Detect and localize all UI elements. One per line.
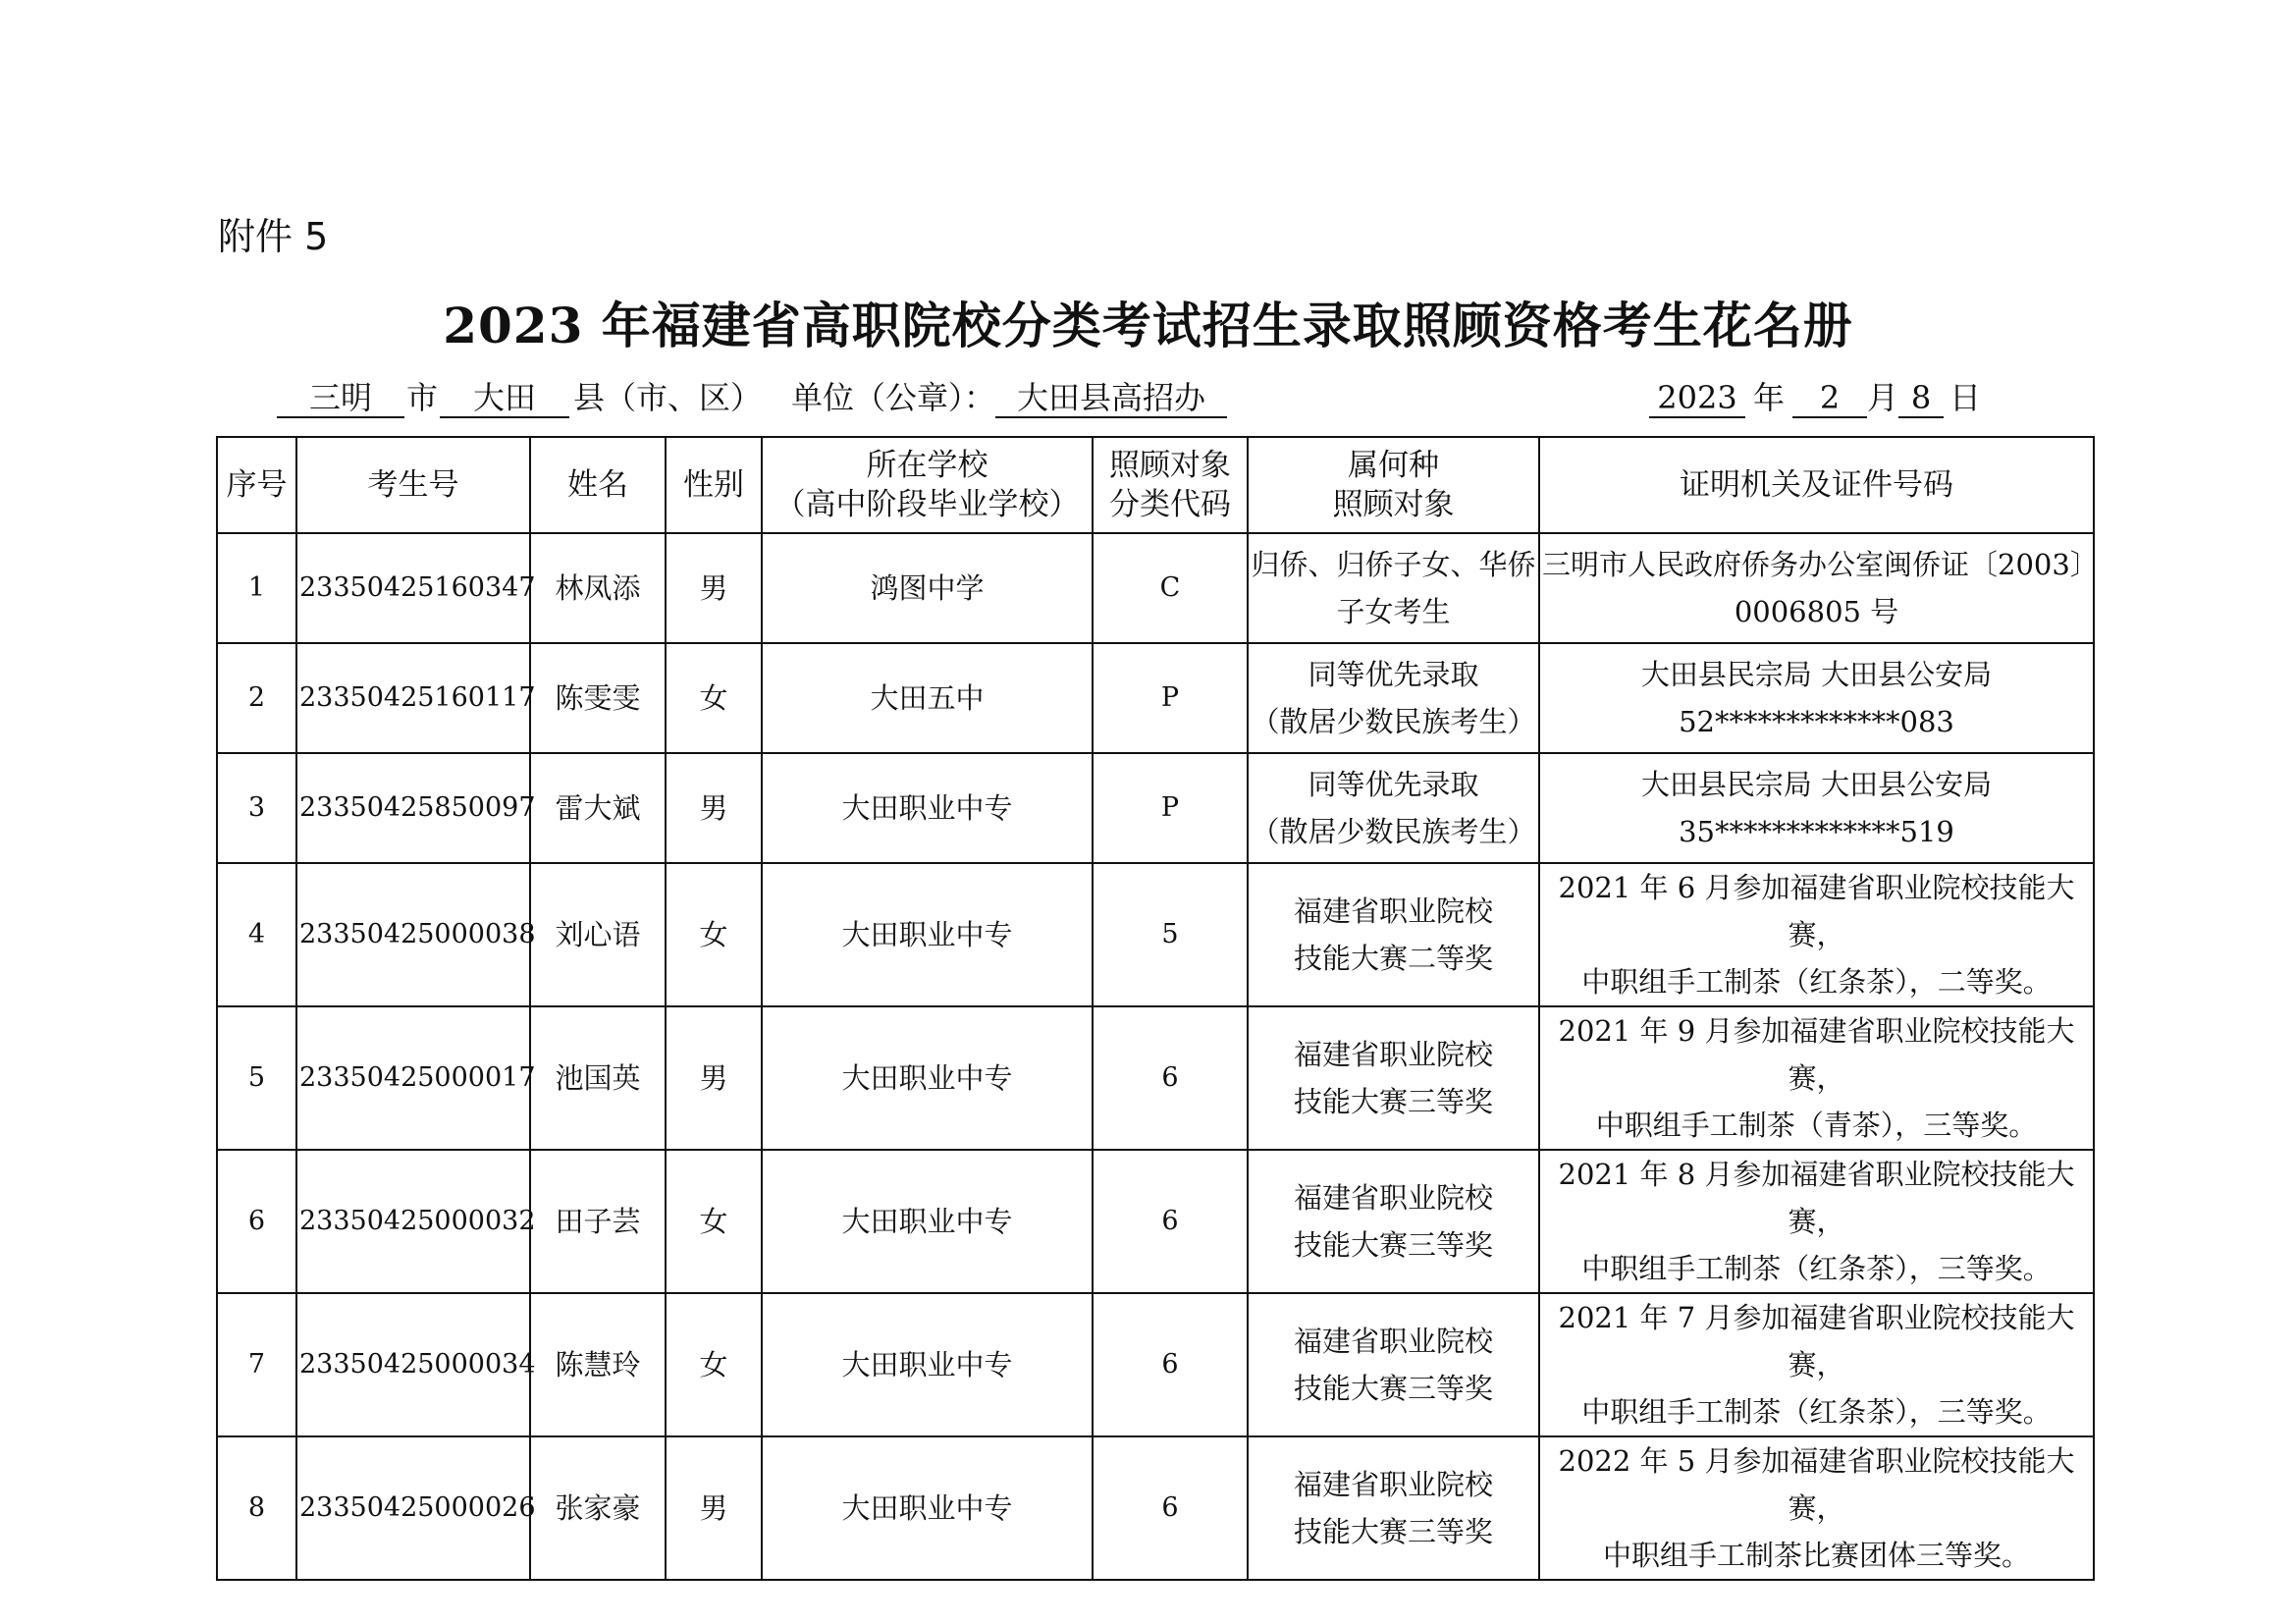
header-type-line1: 属何种 bbox=[1348, 448, 1439, 483]
cell-type-line2: 技能大赛三等奖 bbox=[1293, 1372, 1493, 1405]
cell-type-line1: 福建省职业院校 bbox=[1293, 1325, 1493, 1358]
cell-no: 7 bbox=[217, 1293, 296, 1436]
cell-type bbox=[1248, 753, 1539, 863]
cell-proof-line1: 2021 年 6 月参加福建省职业院校技能大赛， bbox=[1558, 871, 2075, 951]
table-row bbox=[217, 1436, 2094, 1580]
header-gender: 性别 bbox=[666, 437, 762, 533]
cell-proof bbox=[1539, 753, 2094, 863]
cell-type-line1: 福建省职业院校 bbox=[1293, 1181, 1493, 1215]
roster-table bbox=[216, 436, 2099, 1581]
cell-name: 林凤添 bbox=[530, 533, 666, 643]
cell-exam-no: 23350425160117 bbox=[296, 643, 530, 753]
header-school bbox=[762, 437, 1093, 533]
cell-school: 大田职业中专 bbox=[762, 1293, 1093, 1436]
cell-gender: 男 bbox=[666, 1436, 762, 1580]
header-code-line2: 分类代码 bbox=[1109, 487, 1231, 522]
cell-type-line1: 同等优先录取 bbox=[1308, 768, 1479, 801]
table-row bbox=[217, 643, 2094, 753]
cell-proof-line1: 大田县民宗局 大田县公安局 bbox=[1640, 768, 1993, 801]
cell-type-line2: 子女考生 bbox=[1336, 595, 1451, 628]
cell-school: 大田职业中专 bbox=[762, 753, 1093, 863]
cell-type bbox=[1248, 1150, 1539, 1293]
header-code-line1: 照顾对象 bbox=[1109, 448, 1231, 483]
cell-proof bbox=[1539, 1006, 2094, 1150]
cell-type-line1: 福建省职业院校 bbox=[1293, 1468, 1493, 1501]
cell-type-line2: （散居少数民族考生） bbox=[1251, 705, 1536, 738]
cell-name: 张家豪 bbox=[530, 1436, 666, 1580]
cell-proof-line1: 2021 年 7 月参加福建省职业院校技能大赛， bbox=[1558, 1301, 2075, 1381]
cell-school: 大田五中 bbox=[762, 643, 1093, 753]
cell-no: 6 bbox=[217, 1150, 296, 1293]
cell-school: 大田职业中专 bbox=[762, 1150, 1093, 1293]
cell-exam-no: 23350425160347 bbox=[296, 533, 530, 643]
meta-line-date bbox=[1649, 373, 1981, 418]
cell-code: 5 bbox=[1093, 863, 1248, 1006]
document-title: 2023 年福建省高职院校分类考试招生录取照顾资格考生花名册 bbox=[443, 297, 1853, 354]
cell-gender: 女 bbox=[666, 1150, 762, 1293]
cell-proof-line2: 中职组手工制茶（青茶），三等奖。 bbox=[1595, 1109, 2038, 1142]
cell-type-line2: 技能大赛三等奖 bbox=[1293, 1515, 1493, 1548]
cell-gender: 女 bbox=[666, 1293, 762, 1436]
cell-name: 池国英 bbox=[530, 1006, 666, 1150]
city-value: 三明 bbox=[277, 379, 404, 418]
cell-school: 大田职业中专 bbox=[762, 1006, 1093, 1150]
attachment-label: 附件 5 bbox=[218, 215, 329, 258]
cell-no: 2 bbox=[217, 643, 296, 753]
cell-name: 刘心语 bbox=[530, 863, 666, 1006]
table-header-row bbox=[217, 437, 2094, 533]
unit-value: 大田县高招办 bbox=[995, 379, 1227, 418]
cell-proof bbox=[1539, 1150, 2094, 1293]
cell-school: 鸿图中学 bbox=[762, 533, 1093, 643]
cell-proof-line1: 大田县民宗局 大田县公安局 bbox=[1640, 658, 1993, 691]
cell-type-line2: 技能大赛三等奖 bbox=[1293, 1228, 1493, 1262]
month-value: 2 bbox=[1792, 379, 1867, 418]
cell-proof bbox=[1539, 533, 2099, 643]
header-no: 序号 bbox=[217, 437, 296, 533]
cell-type bbox=[1248, 533, 1539, 643]
cell-exam-no: 23350425000017 bbox=[296, 1006, 530, 1150]
cell-type-line2: （散居少数民族考生） bbox=[1251, 815, 1536, 848]
cell-type-line2: 技能大赛三等奖 bbox=[1293, 1085, 1493, 1118]
cell-gender: 女 bbox=[666, 643, 762, 753]
header-proof: 证明机关及证件号码 bbox=[1539, 437, 2094, 533]
cell-proof-line2: 0006805 号 bbox=[1734, 595, 1899, 628]
header-school-line1: 所在学校 bbox=[866, 448, 988, 483]
day-value: 8 bbox=[1898, 379, 1944, 418]
cell-proof-line1: 2021 年 8 月参加福建省职业院校技能大赛， bbox=[1558, 1158, 2075, 1238]
cell-type-line1: 福建省职业院校 bbox=[1293, 1038, 1493, 1071]
cell-proof bbox=[1539, 863, 2094, 1006]
cell-proof-line1: 2022 年 5 月参加福建省职业院校技能大赛， bbox=[1558, 1444, 2075, 1525]
cell-code: 6 bbox=[1093, 1436, 1248, 1580]
cell-type-line1: 归侨、归侨子女、华侨 bbox=[1251, 548, 1536, 581]
cell-exam-no: 23350425000034 bbox=[296, 1293, 530, 1436]
table-row bbox=[217, 753, 2094, 863]
cell-type bbox=[1248, 1293, 1539, 1436]
county-value: 大田 bbox=[440, 379, 569, 418]
cell-proof-line1: 三明市人民政府侨务办公室闽侨证〔2003〕 bbox=[1542, 548, 2099, 581]
table-row bbox=[217, 1006, 2094, 1150]
unit-label: 单位（公章）： bbox=[791, 379, 996, 416]
table-row bbox=[217, 533, 2094, 643]
cell-code: 6 bbox=[1093, 1293, 1248, 1436]
cell-name: 田子芸 bbox=[530, 1150, 666, 1293]
cell-code: C bbox=[1093, 533, 1248, 643]
county-suffix: 县（市、区） bbox=[573, 379, 763, 416]
header-code bbox=[1093, 437, 1248, 533]
table-row bbox=[217, 863, 2094, 1006]
cell-name: 陈雯雯 bbox=[530, 643, 666, 753]
cell-proof-line2: 35*************519 bbox=[1679, 815, 1954, 848]
cell-proof bbox=[1539, 1293, 2094, 1436]
cell-code: P bbox=[1093, 753, 1248, 863]
header-type bbox=[1248, 437, 1539, 533]
cell-proof-line2: 中职组手工制茶比赛团体三等奖。 bbox=[1602, 1539, 2030, 1572]
cell-no: 1 bbox=[217, 533, 296, 643]
cell-school: 大田职业中专 bbox=[762, 863, 1093, 1006]
cell-no: 5 bbox=[217, 1006, 296, 1150]
meta-line-left bbox=[277, 373, 1227, 418]
cell-exam-no: 23350425850097 bbox=[296, 753, 530, 863]
cell-type-line1: 同等优先录取 bbox=[1308, 658, 1479, 691]
cell-exam-no: 23350425000032 bbox=[296, 1150, 530, 1293]
year-value: 2023 bbox=[1649, 379, 1745, 418]
cell-type-line2: 技能大赛二等奖 bbox=[1293, 942, 1493, 975]
cell-code: P bbox=[1093, 643, 1248, 753]
cell-gender: 男 bbox=[666, 533, 762, 643]
year-suffix: 年 bbox=[1753, 379, 1786, 416]
city-suffix: 市 bbox=[406, 379, 439, 416]
month-suffix: 月 bbox=[1867, 379, 1899, 416]
header-type-line2: 照顾对象 bbox=[1332, 487, 1455, 522]
cell-proof-line2: 中职组手工制茶（红条茶），三等奖。 bbox=[1581, 1395, 2052, 1429]
cell-no: 8 bbox=[217, 1436, 296, 1580]
cell-proof-line2: 中职组手工制茶（红条茶），二等奖。 bbox=[1581, 965, 2052, 999]
cell-proof-line1: 2021 年 9 月参加福建省职业院校技能大赛， bbox=[1558, 1014, 2075, 1095]
cell-type bbox=[1248, 1436, 1539, 1580]
cell-name: 雷大斌 bbox=[530, 753, 666, 863]
cell-type-line1: 福建省职业院校 bbox=[1293, 894, 1493, 928]
cell-code: 6 bbox=[1093, 1006, 1248, 1150]
cell-proof-line2: 中职组手工制茶（红条茶），三等奖。 bbox=[1581, 1252, 2052, 1285]
cell-exam-no: 23350425000026 bbox=[296, 1436, 530, 1580]
header-school-line2: （高中阶段毕业学校） bbox=[774, 487, 1080, 522]
day-suffix: 日 bbox=[1949, 379, 1982, 416]
cell-proof bbox=[1539, 1436, 2094, 1580]
cell-proof-line2: 52*************083 bbox=[1679, 705, 1954, 738]
cell-gender: 男 bbox=[666, 1006, 762, 1150]
cell-gender: 女 bbox=[666, 863, 762, 1006]
cell-gender: 男 bbox=[666, 753, 762, 863]
cell-school: 大田职业中专 bbox=[762, 1436, 1093, 1580]
cell-name: 陈慧玲 bbox=[530, 1293, 666, 1436]
cell-type bbox=[1248, 1006, 1539, 1150]
cell-code: 6 bbox=[1093, 1150, 1248, 1293]
cell-type bbox=[1248, 643, 1539, 753]
cell-type bbox=[1248, 863, 1539, 1006]
table-row bbox=[217, 1293, 2094, 1436]
cell-exam-no: 23350425000038 bbox=[296, 863, 530, 1006]
cell-no: 3 bbox=[217, 753, 296, 863]
table-row bbox=[217, 1150, 2094, 1293]
cell-proof bbox=[1539, 643, 2094, 753]
header-exam-no: 考生号 bbox=[296, 437, 530, 533]
cell-no: 4 bbox=[217, 863, 296, 1006]
header-name: 姓名 bbox=[530, 437, 666, 533]
